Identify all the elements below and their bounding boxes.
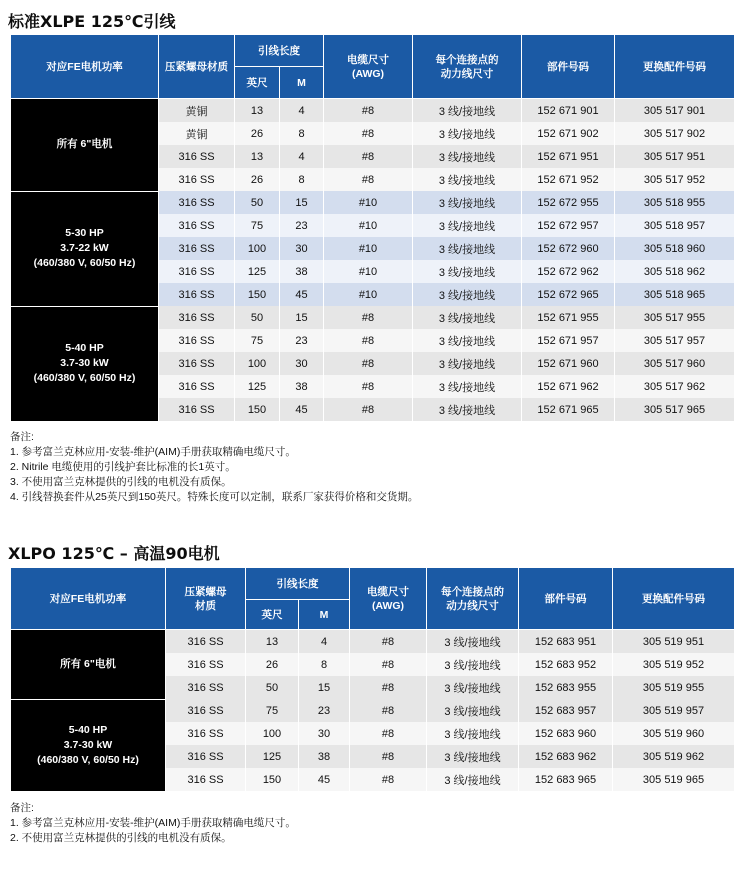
table1-notes: [10, 430, 418, 505]
part-number-cell: 152 671 962: [522, 375, 615, 398]
cable-size-cell: #10: [324, 214, 413, 237]
replacement-part-number-cell: 305 517 965: [615, 398, 735, 421]
cable-size-cell: #8: [350, 676, 427, 699]
header-feet: 英尺: [235, 67, 280, 99]
note-line: 2. 不使用富兰克林提供的引线的电机没有质保。: [10, 832, 232, 844]
part-number-cell: 152 683 965: [519, 768, 613, 791]
cable-size-cell: #10: [324, 237, 413, 260]
lead-meters-cell: 45: [299, 768, 350, 791]
cable-size-cell: #8: [350, 768, 427, 791]
replacement-part-number-cell: 305 517 960: [615, 352, 735, 375]
conductor-size-cell: 3 线/接地线: [413, 329, 522, 352]
header-replacement-part: 更换配件号码: [615, 35, 735, 99]
lead-meters-cell: 8: [299, 653, 350, 676]
replacement-part-number-cell: 305 517 957: [615, 329, 735, 352]
notes-heading: 备注:: [10, 802, 34, 814]
replacement-part-number-cell: 305 517 952: [615, 168, 735, 191]
conductor-size-cell: 3 线/接地线: [427, 653, 519, 676]
lead-feet-cell: 100: [235, 237, 280, 260]
motor-group-label: 5-40 HP 3.7-30 kW (460/380 V, 60/50 Hz): [11, 699, 166, 791]
table2-title: XLPO 125℃ – 高温90电机: [8, 544, 220, 563]
header-part-number: 部件号码: [519, 568, 613, 630]
replacement-part-number-cell: 305 519 965: [613, 768, 735, 791]
nut-material-cell: 316 SS: [159, 168, 235, 191]
nut-material-cell: 316 SS: [159, 398, 235, 421]
part-number-cell: 152 683 951: [519, 630, 613, 654]
lead-feet-cell: 50: [235, 306, 280, 329]
part-number-cell: 152 683 960: [519, 722, 613, 745]
cable-size-cell: #8: [324, 398, 413, 421]
nut-material-cell: 316 SS: [159, 375, 235, 398]
xlpo-high-temp-lead-table: [10, 567, 735, 792]
cable-size-cell: #8: [324, 352, 413, 375]
lead-feet-cell: 150: [235, 398, 280, 421]
part-number-cell: 152 672 962: [522, 260, 615, 283]
lead-feet-cell: 100: [235, 352, 280, 375]
lead-feet-cell: 50: [235, 191, 280, 214]
part-number-cell: 152 671 952: [522, 168, 615, 191]
lead-feet-cell: 125: [235, 375, 280, 398]
cable-size-cell: #8: [324, 168, 413, 191]
nut-material-cell: 316 SS: [159, 191, 235, 214]
motor-group-label: 所有 6"电机: [11, 630, 166, 700]
lead-feet-cell: 150: [246, 768, 299, 791]
cable-size-cell: #10: [324, 260, 413, 283]
part-number-cell: 152 671 965: [522, 398, 615, 421]
lead-meters-cell: 8: [280, 122, 324, 145]
part-number-cell: 152 671 955: [522, 306, 615, 329]
part-number-cell: 152 672 955: [522, 191, 615, 214]
part-number-cell: 152 683 952: [519, 653, 613, 676]
nut-material-cell: 316 SS: [159, 214, 235, 237]
lead-meters-cell: 4: [280, 99, 324, 123]
nut-material-cell: 黄铜: [159, 122, 235, 145]
part-number-cell: 152 671 957: [522, 329, 615, 352]
conductor-size-cell: 3 线/接地线: [427, 699, 519, 722]
conductor-size-cell: 3 线/接地线: [413, 306, 522, 329]
nut-material-cell: 316 SS: [159, 237, 235, 260]
replacement-part-number-cell: 305 519 951: [613, 630, 735, 654]
part-number-cell: 152 683 962: [519, 745, 613, 768]
cable-size-cell: #8: [350, 722, 427, 745]
lead-meters-cell: 8: [280, 168, 324, 191]
cable-size-cell: #8: [350, 745, 427, 768]
lead-meters-cell: 23: [280, 329, 324, 352]
table-row: [11, 699, 735, 722]
nut-material-cell: 316 SS: [166, 699, 246, 722]
lead-meters-cell: 4: [280, 145, 324, 168]
part-number-cell: 152 683 955: [519, 676, 613, 699]
lead-meters-cell: 30: [280, 237, 324, 260]
replacement-part-number-cell: 305 517 951: [615, 145, 735, 168]
nut-material-cell: 316 SS: [166, 768, 246, 791]
table1-title: 标准XLPE 125℃引线: [8, 12, 176, 31]
part-number-cell: 152 671 902: [522, 122, 615, 145]
conductor-size-cell: 3 线/接地线: [427, 745, 519, 768]
lead-feet-cell: 50: [246, 676, 299, 699]
header-nut-material: 压紧螺母材质: [159, 35, 235, 99]
lead-feet-cell: 26: [235, 122, 280, 145]
lead-meters-cell: 45: [280, 398, 324, 421]
conductor-size-cell: 3 线/接地线: [427, 768, 519, 791]
header-lead-length: 引线长度: [235, 35, 324, 67]
replacement-part-number-cell: 305 519 952: [613, 653, 735, 676]
cable-size-cell: #8: [324, 329, 413, 352]
table-row: [11, 306, 735, 329]
nut-material-cell: 316 SS: [166, 745, 246, 768]
conductor-size-cell: 3 线/接地线: [427, 722, 519, 745]
replacement-part-number-cell: 305 518 965: [615, 283, 735, 306]
table-row: [11, 99, 735, 123]
replacement-part-number-cell: 305 517 962: [615, 375, 735, 398]
replacement-part-number-cell: 305 518 955: [615, 191, 735, 214]
table-row: [11, 630, 735, 654]
lead-meters-cell: 15: [280, 306, 324, 329]
header-motor-power: 对应FE电机功率: [11, 568, 166, 630]
conductor-size-cell: 3 线/接地线: [413, 398, 522, 421]
header-feet: 英尺: [246, 600, 299, 630]
cable-size-cell: #8: [324, 99, 413, 123]
conductor-size-cell: 3 线/接地线: [413, 122, 522, 145]
lead-meters-cell: 30: [299, 722, 350, 745]
header-conductor-size: 每个连接点的 动力线尺寸: [427, 568, 519, 630]
conductor-size-cell: 3 线/接地线: [413, 352, 522, 375]
conductor-size-cell: 3 线/接地线: [413, 99, 522, 123]
header-meters: M: [299, 600, 350, 630]
part-number-cell: 152 671 960: [522, 352, 615, 375]
conductor-size-cell: 3 线/接地线: [413, 375, 522, 398]
conductor-size-cell: 3 线/接地线: [427, 676, 519, 699]
lead-feet-cell: 75: [246, 699, 299, 722]
lead-feet-cell: 125: [235, 260, 280, 283]
cable-size-cell: #8: [350, 699, 427, 722]
replacement-part-number-cell: 305 517 902: [615, 122, 735, 145]
note-line: 4. 引线替换套件从25英尺到150英尺。特殊长度可以定制，联系厂家获得价格和交货期。: [10, 491, 419, 503]
part-number-cell: 152 672 957: [522, 214, 615, 237]
lead-feet-cell: 13: [235, 99, 280, 123]
lead-meters-cell: 4: [299, 630, 350, 654]
nut-material-cell: 316 SS: [159, 352, 235, 375]
cable-size-cell: #10: [324, 191, 413, 214]
nut-material-cell: 316 SS: [159, 260, 235, 283]
table-row: [11, 191, 735, 214]
replacement-part-number-cell: 305 517 955: [615, 306, 735, 329]
nut-material-cell: 316 SS: [166, 653, 246, 676]
replacement-part-number-cell: 305 519 960: [613, 722, 735, 745]
cable-size-cell: #8: [324, 375, 413, 398]
lead-feet-cell: 26: [235, 168, 280, 191]
conductor-size-cell: 3 线/接地线: [413, 168, 522, 191]
header-part-number: 部件号码: [522, 35, 615, 99]
replacement-part-number-cell: 305 519 955: [613, 676, 735, 699]
part-number-cell: 152 671 901: [522, 99, 615, 123]
header-cable-size: 电缆尺寸 (AWG): [350, 568, 427, 630]
cable-size-cell: #10: [324, 283, 413, 306]
replacement-part-number-cell: 305 519 962: [613, 745, 735, 768]
lead-feet-cell: 13: [246, 630, 299, 654]
note-line: 3. 不使用富兰克林提供的引线的电机没有质保。: [10, 476, 232, 488]
replacement-part-number-cell: 305 519 957: [613, 699, 735, 722]
lead-feet-cell: 26: [246, 653, 299, 676]
part-number-cell: 152 671 951: [522, 145, 615, 168]
cable-size-cell: #8: [350, 630, 427, 654]
conductor-size-cell: 3 线/接地线: [413, 214, 522, 237]
cable-size-cell: #8: [350, 653, 427, 676]
part-number-cell: 152 672 960: [522, 237, 615, 260]
replacement-part-number-cell: 305 517 901: [615, 99, 735, 123]
conductor-size-cell: 3 线/接地线: [413, 237, 522, 260]
lead-feet-cell: 125: [246, 745, 299, 768]
motor-group-label: 5-40 HP 3.7-30 kW (460/380 V, 60/50 Hz): [11, 306, 159, 421]
header-conductor-size: 每个连接点的 动力线尺寸: [413, 35, 522, 99]
replacement-part-number-cell: 305 518 957: [615, 214, 735, 237]
nut-material-cell: 316 SS: [166, 722, 246, 745]
motor-group-label: 5-30 HP 3.7-22 kW (460/380 V, 60/50 Hz): [11, 191, 159, 306]
lead-meters-cell: 15: [280, 191, 324, 214]
lead-meters-cell: 15: [299, 676, 350, 699]
header-lead-length: 引线长度: [246, 568, 350, 600]
conductor-size-cell: 3 线/接地线: [413, 191, 522, 214]
nut-material-cell: 黄铜: [159, 99, 235, 123]
lead-meters-cell: 38: [299, 745, 350, 768]
conductor-size-cell: 3 线/接地线: [413, 283, 522, 306]
header-motor-power: 对应FE电机功率: [11, 35, 159, 99]
header-nut-material: 压紧螺母 材质: [166, 568, 246, 630]
header-meters: M: [280, 67, 324, 99]
lead-feet-cell: 75: [235, 329, 280, 352]
lead-meters-cell: 23: [280, 214, 324, 237]
header-cable-size: 电缆尺寸 (AWG): [324, 35, 413, 99]
lead-feet-cell: 100: [246, 722, 299, 745]
notes-heading: 备注:: [10, 431, 34, 443]
part-number-cell: 152 683 957: [519, 699, 613, 722]
cable-size-cell: #8: [324, 122, 413, 145]
lead-feet-cell: 75: [235, 214, 280, 237]
conductor-size-cell: 3 线/接地线: [413, 260, 522, 283]
nut-material-cell: 316 SS: [159, 329, 235, 352]
part-number-cell: 152 672 965: [522, 283, 615, 306]
nut-material-cell: 316 SS: [159, 283, 235, 306]
lead-feet-cell: 13: [235, 145, 280, 168]
nut-material-cell: 316 SS: [166, 630, 246, 654]
replacement-part-number-cell: 305 518 960: [615, 237, 735, 260]
lead-meters-cell: 38: [280, 260, 324, 283]
replacement-part-number-cell: 305 518 962: [615, 260, 735, 283]
nut-material-cell: 316 SS: [159, 306, 235, 329]
lead-meters-cell: 23: [299, 699, 350, 722]
conductor-size-cell: 3 线/接地线: [427, 630, 519, 654]
motor-group-label: 所有 6"电机: [11, 99, 159, 192]
table2-notes: [10, 801, 296, 846]
note-line: 2. Nitrile 电缆使用的引线护套比标准的长1英寸。: [10, 461, 236, 473]
lead-feet-cell: 150: [235, 283, 280, 306]
nut-material-cell: 316 SS: [166, 676, 246, 699]
lead-meters-cell: 38: [280, 375, 324, 398]
nut-material-cell: 316 SS: [159, 145, 235, 168]
lead-meters-cell: 30: [280, 352, 324, 375]
lead-meters-cell: 45: [280, 283, 324, 306]
note-line: 1. 参考富兰克林应用-安装-维护(AIM)手册获取精确电缆尺寸。: [10, 817, 296, 829]
cable-size-cell: #8: [324, 145, 413, 168]
cable-size-cell: #8: [324, 306, 413, 329]
note-line: 1. 参考富兰克林应用-安装-维护(AIM)手册获取精确电缆尺寸。: [10, 446, 296, 458]
conductor-size-cell: 3 线/接地线: [413, 145, 522, 168]
standard-xlpe-lead-table: [10, 34, 735, 422]
header-replacement-part: 更换配件号码: [613, 568, 735, 630]
